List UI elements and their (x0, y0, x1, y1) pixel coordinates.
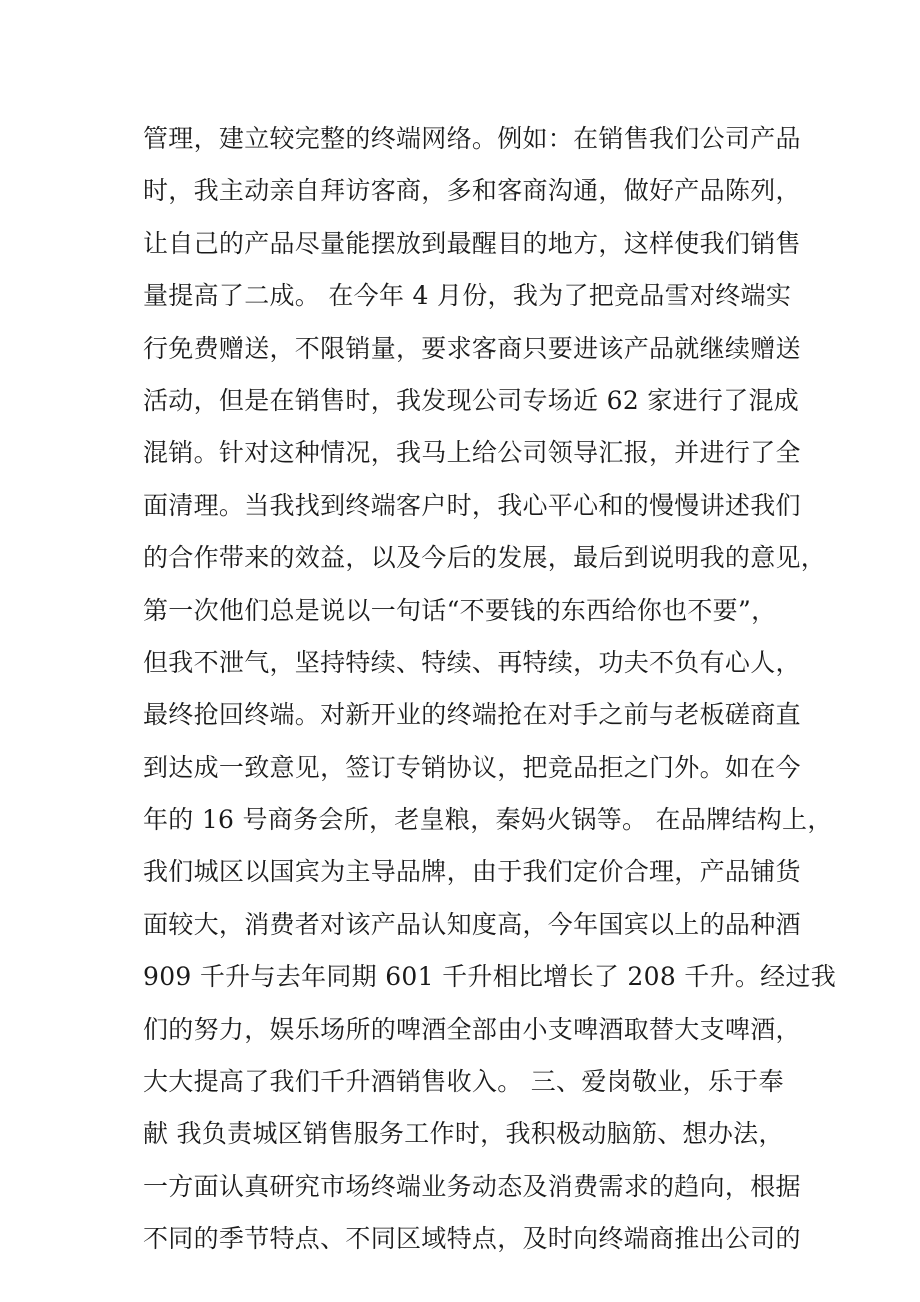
text-line: 我们城区以国宾为主导品牌，由于我们定价合理，产品铺货 (143, 857, 801, 887)
text-line: 的合作带来的效益，以及今后的发展，最后到说明我的意见， (143, 543, 827, 573)
text-line: 行免费赠送，不限销量，要求客商只要进该产品就继续赠送 (143, 333, 801, 363)
text-line: 让自己的产品尽量能摆放到最醒目的地方，这样使我们销售 (143, 228, 801, 258)
text-line: 大大提高了我们千升酒销售收入。 三、爱岗敬业，乐于奉 (143, 1067, 784, 1097)
text-line: 活动，但是在销售时，我发现公司专场近 62 家进行了混成 (143, 385, 800, 415)
text-line: 年的 16 号商务会所，老皇粮，秦妈火锅等。 在品牌结构上， (143, 805, 833, 835)
text-line: 一方面认真研究市场终端业务动态及消费需求的趋向，根据 (143, 1171, 801, 1201)
text-line: 第一次他们总是说以一句话“不要钱的东西给你也不要”， (143, 595, 777, 625)
text-line: 不同的季节特点、不同区域特点，及时向终端商推出公司的 (143, 1224, 801, 1254)
text-line: 面清理。当我找到终端客户时，我心平心和的慢慢讲述我们 (143, 490, 801, 520)
text-line: 量提高了二成。 在今年 4 月份，我为了把竞品雪对终端实 (143, 281, 792, 311)
body-text (143, 113, 837, 1266)
text-line: 909 千升与去年同期 601 千升相比增长了 208 千升。经过我 (143, 962, 837, 992)
text-line: 但我不泄气，坚持特续、特续、再特续，功夫不负有心人， (143, 647, 801, 677)
text-line: 到达成一致意见，签订专销协议，把竞品拒之门外。如在今 (143, 752, 801, 782)
text-line: 混销。针对这种情况，我马上给公司领导汇报，并进行了全 (143, 438, 801, 468)
text-line: 面较大，消费者对该产品认知度高，今年国宾以上的品种酒 (143, 909, 801, 939)
text-line: 管理，建立较完整的终端网络。例如：在销售我们公司产品 (143, 124, 801, 153)
text-line: 们的努力，娱乐场所的啤酒全部由小支啤酒取替大支啤酒， (143, 1014, 801, 1044)
text-line: 献 我负责城区销售服务工作时，我积极动脑筋、想办法， (143, 1119, 784, 1149)
text-line: 最终抢回终端。对新开业的终端抢在对手之前与老板磋商直 (143, 700, 801, 730)
text-line: 时，我主动亲自拜访客商，多和客商沟通，做好产品陈列， (143, 176, 801, 206)
